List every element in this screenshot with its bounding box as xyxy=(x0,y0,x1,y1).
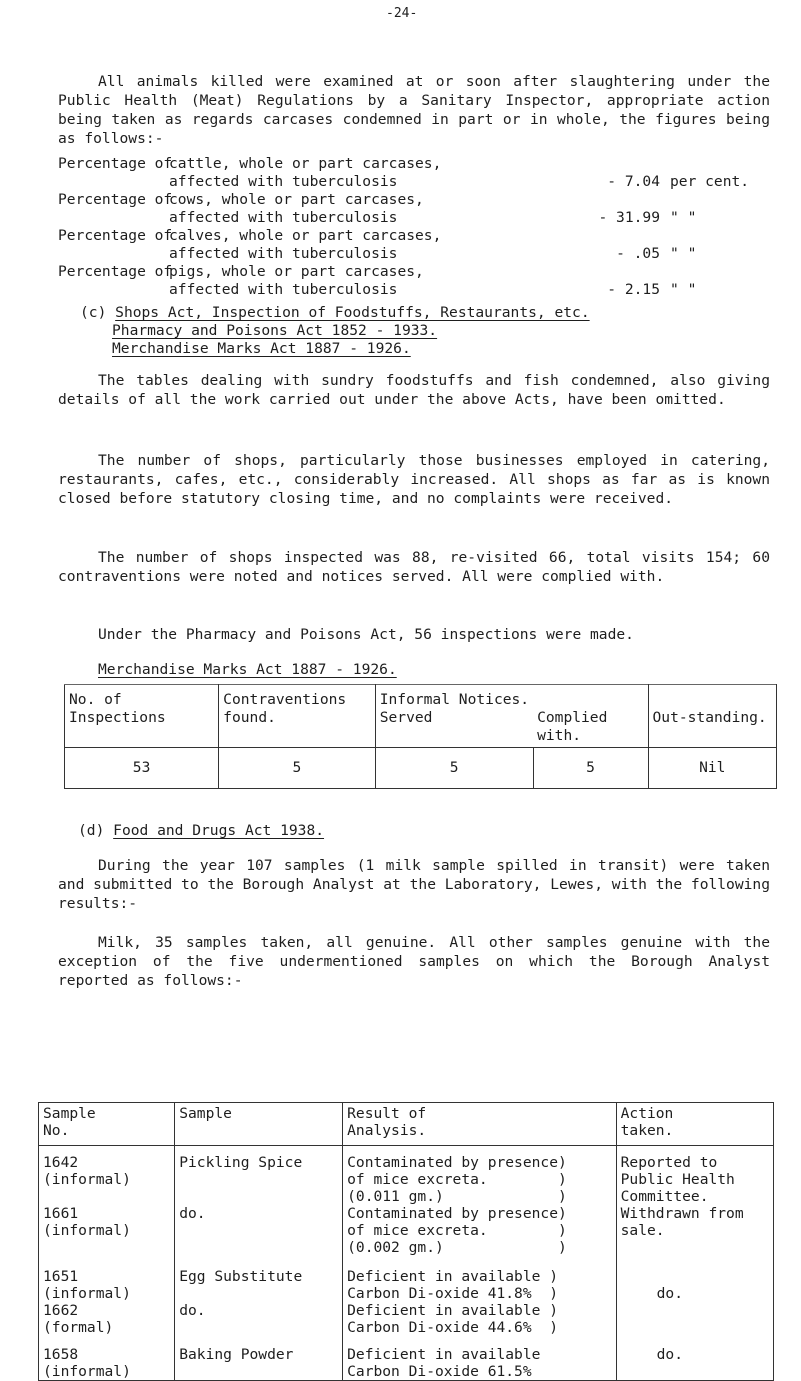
section-d-title: Food and Drugs Act 1938. xyxy=(113,822,325,839)
pharmacy-paragraph: Under the Pharmacy and Poisons Act, 56 inspections were made. xyxy=(98,626,634,643)
percentage-line2: affected with tuberculosis xyxy=(169,173,398,190)
cell-sample: Egg Substitute do. xyxy=(175,1256,343,1336)
percentage-unit: " " xyxy=(670,281,697,298)
percentage-value: - 2.15 xyxy=(607,281,660,298)
header-result: Result of Analysis. xyxy=(343,1103,617,1146)
merchandise-header-row xyxy=(65,685,777,748)
cell-result: Deficient in available Carbon Di-oxide 61.5% xyxy=(343,1336,617,1381)
percentage-unit: " " xyxy=(670,209,697,226)
percentage-line2: affected with tuberculosis xyxy=(169,245,398,262)
percentage-label: Percentage of xyxy=(58,227,173,244)
percentage-value: - .05 xyxy=(616,245,660,262)
section-c-heading xyxy=(80,304,590,358)
percentage-line2: affected with tuberculosis xyxy=(169,281,398,298)
percentage-row-pigs xyxy=(58,263,778,299)
percentage-row-cows xyxy=(58,191,778,227)
percentage-value: - 7.04 xyxy=(607,173,660,190)
header-complied: Complied with. xyxy=(533,685,648,748)
percentage-line1: cattle, whole or part carcases, xyxy=(169,155,442,172)
cell-result: Contaminated by presence) of mice excreta. ) (0.011 gm.) ) Contaminated by presence) of mice excreta. ) (0.002 gm.) ) xyxy=(343,1146,617,1257)
percentage-line1: cows, whole or part carcases, xyxy=(169,191,424,208)
cell-sample-no: 1642 (informal) 1661 (informal) xyxy=(39,1146,175,1257)
cell-outstanding: Nil xyxy=(648,748,777,789)
header-action: Action taken. xyxy=(616,1103,773,1146)
percentage-label: Percentage of xyxy=(58,155,173,172)
cell-action: Reported to Public Health Committee. Withdrawn from sale. xyxy=(616,1146,773,1257)
cell-contraventions: 5 xyxy=(219,748,376,789)
percentage-label: Percentage of xyxy=(58,263,173,280)
merchandise-heading: Merchandise Marks Act 1887 - 1926. xyxy=(98,661,397,678)
section-c-marker: (c) xyxy=(80,304,107,321)
samples-header-row xyxy=(39,1103,774,1146)
section-c-subtitle-pharmacy: Pharmacy and Poisons Act 1852 - 1933. xyxy=(112,322,438,339)
header-sample: Sample xyxy=(175,1103,343,1146)
percentage-value: - 31.99 xyxy=(598,209,660,226)
section-d-marker: (d) xyxy=(78,822,105,839)
section-c-subtitle-merchandise: Merchandise Marks Act 1887 - 1926. xyxy=(112,340,411,357)
merchandise-table xyxy=(64,684,777,789)
header-contraventions: Contraventions found. xyxy=(219,685,376,748)
inspections-paragraph: The number of shops inspected was 88, re-visited 66, total visits 154; 60 contraventions were noted and notices served. All were complied with. xyxy=(58,549,770,585)
cell-sample: Baking Powder xyxy=(175,1336,343,1381)
milk-paragraph: Milk, 35 samples taken, all genuine. All other samples genuine with the exception of the five undermentioned samples on which the Borough Analyst reported as follows:- xyxy=(58,934,770,989)
cell-complied: 5 xyxy=(533,748,648,789)
cell-sample-no: 1651 (informal) 1662 (formal) xyxy=(39,1256,175,1336)
tuberculosis-percentages xyxy=(58,155,778,299)
header-inspections: No. of Inspections xyxy=(65,685,219,748)
cell-sample: Pickling Spice do. xyxy=(175,1146,343,1257)
section-d-heading xyxy=(78,822,324,840)
percentage-unit: per cent. xyxy=(670,173,750,190)
tables-omitted-paragraph: The tables dealing with sundry foodstuffs and fish condemned, also giving details of all the work carried out under the above Acts, have been omitted. xyxy=(58,372,770,408)
sample-row-baking-powder xyxy=(39,1336,774,1381)
cell-served: 5 xyxy=(375,748,533,789)
samples-table xyxy=(38,1102,774,1381)
percentage-label: Percentage of xyxy=(58,191,173,208)
percentage-row-cattle xyxy=(58,155,778,191)
percentage-row-calves xyxy=(58,227,778,263)
percentage-line1: pigs, whole or part carcases, xyxy=(169,263,424,280)
percentage-unit: " " xyxy=(670,245,697,262)
sample-row-pickling-spice xyxy=(39,1146,774,1257)
shops-paragraph: The number of shops, particularly those businesses employed in catering, restaurants, cafes, etc., considerably increased. All shops as far as is known closed before statutory closing time, and no complaints were received. xyxy=(58,452,770,507)
samples-paragraph: During the year 107 samples (1 milk sample spilled in transit) were taken and submitted to the Borough Analyst at the Laboratory, Lewes, with the following results:- xyxy=(58,857,770,912)
sample-row-egg-substitute xyxy=(39,1256,774,1336)
cell-action: do. xyxy=(616,1336,773,1381)
cell-result: Deficient in available ) Carbon Di-oxide 41.8% ) Deficient in available ) Carbon Di-oxide 44.6% ) xyxy=(343,1256,617,1336)
cell-action: do. xyxy=(616,1256,773,1336)
cell-sample-no: 1658 (informal) xyxy=(39,1336,175,1381)
header-outstanding: Out-standing. xyxy=(648,685,777,748)
merchandise-data-row xyxy=(65,748,777,789)
percentage-line2: affected with tuberculosis xyxy=(169,209,398,226)
intro-paragraph: All animals killed were examined at or soon after slaughtering under the Public Health (Meat) Regulations by a Sanitary Inspector, appropriate action being taken as regards carcases condemned in part or in whole, the figures being as follows:- xyxy=(58,73,770,147)
section-c-title: Shops Act, Inspection of Foodstuffs, Restaurants, etc. xyxy=(115,304,590,321)
percentage-line1: calves, whole or part carcases, xyxy=(169,227,442,244)
page-number: -24- xyxy=(386,6,418,21)
header-sample-no: Sample No. xyxy=(39,1103,175,1146)
header-notices-served: Informal Notices. Served xyxy=(375,685,533,748)
cell-inspections: 53 xyxy=(65,748,219,789)
